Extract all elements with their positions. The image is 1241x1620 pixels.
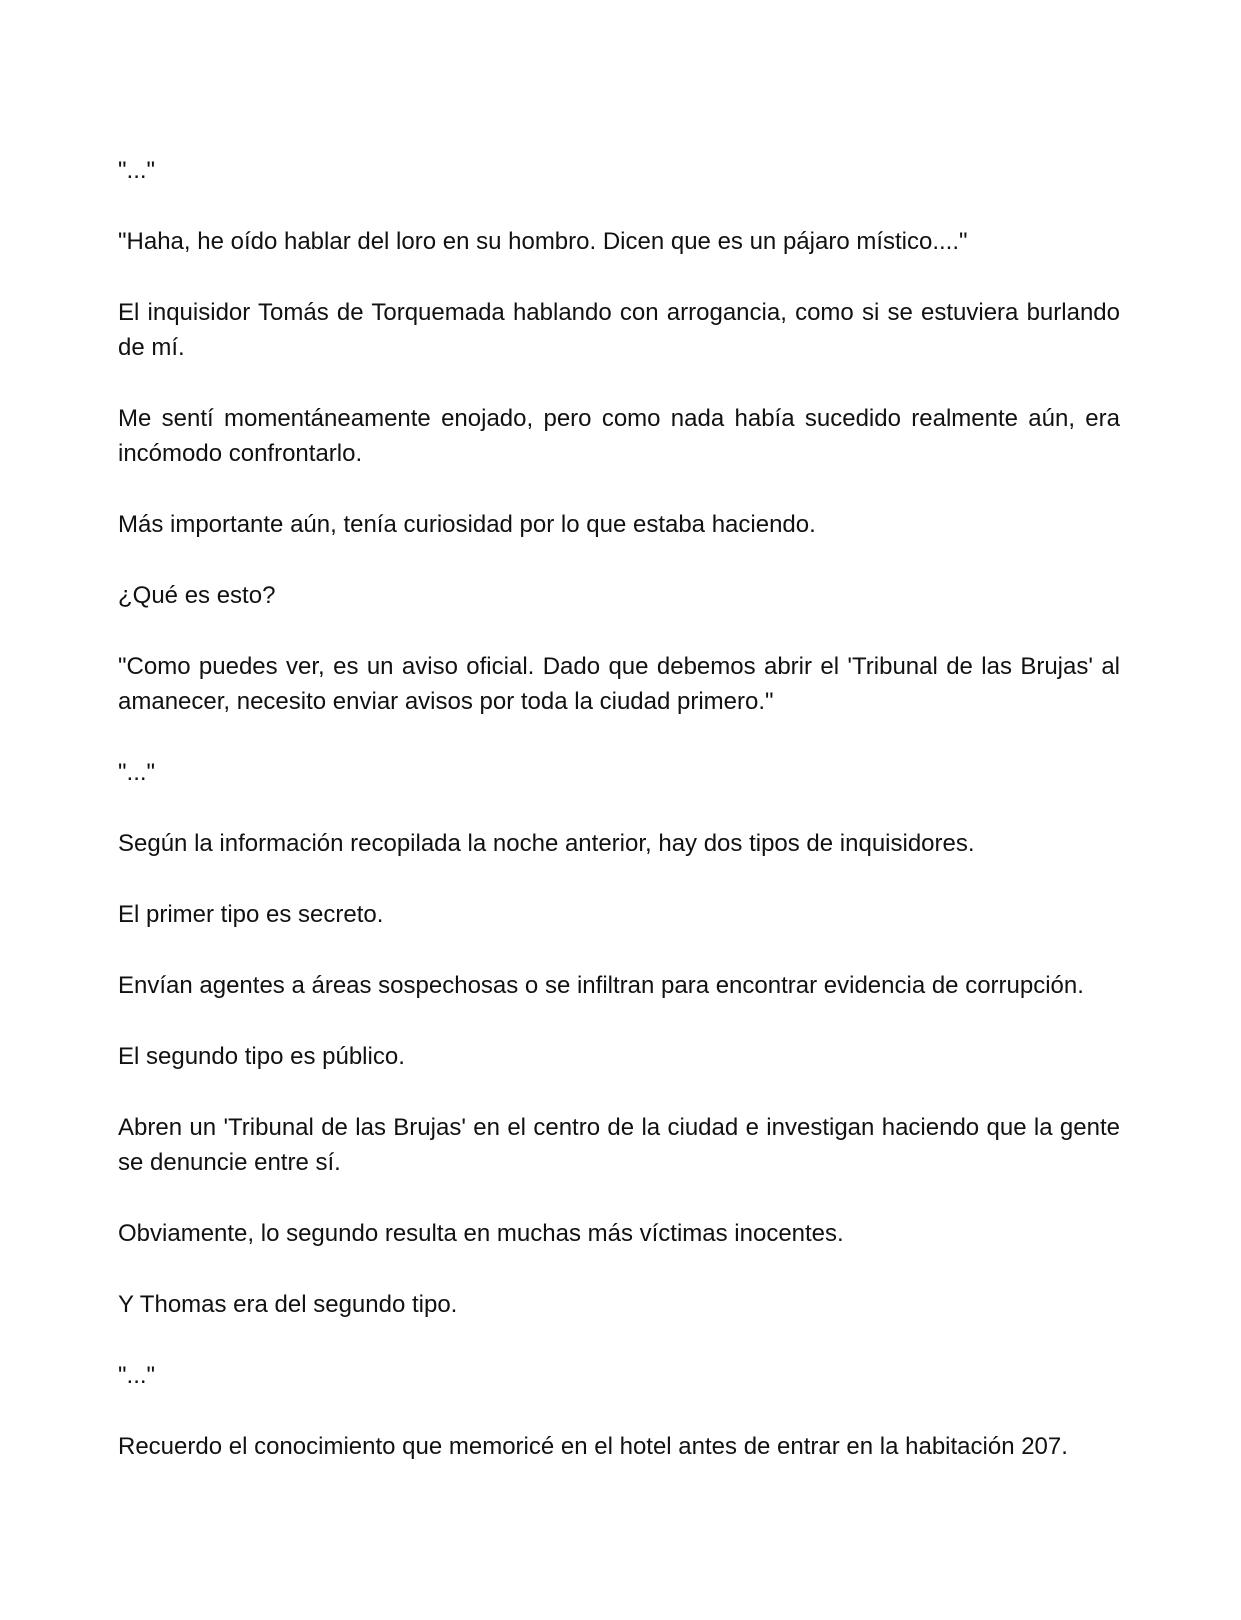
paragraph-7: "Como puedes ver, es un aviso oficial. Dado que debemos abrir el 'Tribunal de las Brujas' al amanecer, necesito enviar avisos por toda la ciudad primero." (118, 653, 1120, 715)
paragraph-2: "Haha, he oído hablar del loro en su hombro. Dicen que es un pájaro místico...." (118, 228, 968, 255)
paragraph-13: Abren un 'Tribunal de las Brujas' en el centro de la ciudad e investigan haciendo que la gente se denuncie entre sí. (118, 1114, 1120, 1176)
paragraph-12: El segundo tipo es público. (118, 1043, 405, 1070)
paragraph-11: Envían agentes a áreas sospechosas o se infiltran para encontrar evidencia de corrupción. (118, 972, 1084, 999)
paragraph-8: "..." (118, 759, 156, 786)
paragraph-16: "..." (118, 1362, 156, 1389)
paragraph-15: Y Thomas era del segundo tipo. (118, 1291, 458, 1318)
paragraph-6: ¿Qué es esto? (118, 582, 276, 609)
paragraph-3: El inquisidor Tomás de Torquemada hablando con arrogancia, como si se estuviera burlando de mí. (118, 299, 1120, 361)
paragraph-4: Me sentí momentáneamente enojado, pero como nada había sucedido realmente aún, era incómodo confrontarlo. (118, 405, 1120, 467)
paragraph-14: Obviamente, lo segundo resulta en muchas más víctimas inocentes. (118, 1220, 844, 1247)
paragraph-17: Recuerdo el conocimiento que memoricé en el hotel antes de entrar en la habitación 207. (118, 1433, 1068, 1460)
paragraph-5: Más importante aún, tenía curiosidad por lo que estaba haciendo. (118, 511, 816, 538)
paragraph-9: Según la información recopilada la noche anterior, hay dos tipos de inquisidores. (118, 830, 975, 857)
document-body (118, 153, 1120, 1500)
paragraph-1: "..." (118, 157, 156, 184)
paragraph-10: El primer tipo es secreto. (118, 901, 384, 928)
